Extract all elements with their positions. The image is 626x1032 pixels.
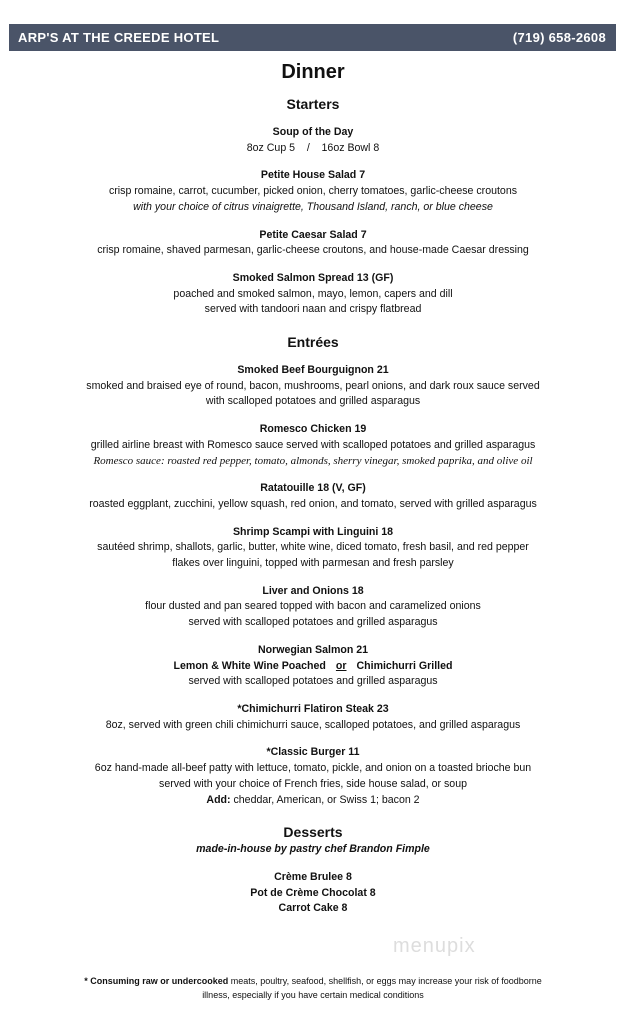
phone-number: (719) 658-2608 <box>512 30 606 45</box>
item-name: Romesco Chicken 19 <box>259 423 367 436</box>
item-description: 8oz, served with green chili chimichurri sauce, scalloped potatoes, and grilled asparagus <box>105 718 521 731</box>
restaurant-name: ARP'S AT THE CREEDE HOTEL <box>18 30 220 45</box>
item-name: Petite House Salad 7 <box>260 169 366 182</box>
menu-item <box>0 702 626 733</box>
item-name: Smoked Salmon Spread 13 (GF) <box>232 271 394 284</box>
item-name: Shrimp Scampi with Linguini 18 <box>232 525 394 538</box>
menu-item <box>0 228 626 259</box>
item-description: served with tandoori naan and crispy flatbread <box>204 303 422 316</box>
menu-item <box>0 745 626 808</box>
item-note: Romesco sauce: roasted red pepper, tomato, almonds, sherry vinegar, smoked paprika, and olive oil <box>93 454 533 467</box>
item-description: 8oz Cup 5 / 16oz Bowl 8 <box>246 141 380 154</box>
menu-item <box>0 363 626 410</box>
section-heading-entrees: Entrées <box>287 334 339 351</box>
menu-item <box>0 643 626 690</box>
item-description: served with scalloped potatoes and grilled asparagus <box>188 616 438 629</box>
menu-item <box>0 584 626 631</box>
item-name: Soup of the Day <box>272 126 354 138</box>
menu-item <box>0 525 626 572</box>
item-description: sautéed shrimp, shallots, garlic, butter, white wine, diced tomato, fresh basil, and red pepper <box>97 541 529 554</box>
dessert-item: Crème Brulee 8 <box>274 870 352 883</box>
footnote-text: meats, poultry, seafood, shellfish, or eggs may increase your risk of foodborne <box>228 976 542 986</box>
item-name: *Classic Burger 11 <box>266 746 360 759</box>
item-addons <box>0 793 626 809</box>
item-name: *Chimichurri Flatiron Steak 23 <box>237 702 389 715</box>
add-text: cheddar, American, or Swiss 1; bacon 2 <box>230 793 420 806</box>
item-description: flakes over linguini, topped with parmesan and fresh parsley <box>172 557 454 570</box>
menu-item <box>0 481 626 512</box>
option-or: or <box>335 659 347 672</box>
item-name: Petite Caesar Salad 7 <box>259 228 367 241</box>
item-name: Ratatouille 18 (V, GF) <box>260 482 366 495</box>
item-description: served with scalloped potatoes and grilled asparagus <box>188 675 438 688</box>
watermark: menupix <box>393 935 476 957</box>
header-bar <box>9 24 616 51</box>
page-title: Dinner <box>281 61 345 83</box>
item-description: flour dusted and pan seared topped with bacon and caramelized onions <box>145 600 481 613</box>
item-description: with scalloped potatoes and grilled asparagus <box>205 395 421 408</box>
item-description: 6oz hand-made all-beef patty with lettuce, tomato, pickle, and onion on a toasted brioche bun <box>94 762 532 775</box>
menu-item <box>0 422 626 469</box>
item-description: poached and smoked salmon, mayo, lemon, capers and dill <box>173 287 453 300</box>
item-name: Smoked Beef Bourguignon 21 <box>237 364 389 377</box>
dessert-item: Carrot Cake 8 <box>278 902 348 915</box>
section-heading-starters: Starters <box>286 96 340 112</box>
item-name: Liver and Onions 18 <box>262 584 364 597</box>
desserts-subtitle: made-in-house by pastry chef Brandon Fimple <box>196 843 430 856</box>
item-description: crisp romaine, shaved parmesan, garlic-cheese croutons, and house-made Caesar dressing <box>97 244 529 257</box>
footnote-line2: illness, especially if you have certain medical conditions <box>202 990 424 1000</box>
item-options <box>0 659 626 675</box>
option-grilled: Chimichurri Grilled <box>356 659 453 672</box>
item-description: grilled airline breast with Romesco sauce served with scalloped potatoes and grilled asparagus <box>90 438 536 451</box>
add-label: Add: <box>206 793 231 806</box>
option-poached: Lemon & White Wine Poached <box>173 659 326 672</box>
dessert-item: Pot de Crème Chocolat 8 <box>250 886 376 899</box>
footnote <box>0 974 626 1002</box>
footnote-bold: * Consuming raw or undercooked <box>84 976 229 986</box>
item-description: smoked and braised eye of round, bacon, mushrooms, pearl onions, and dark roux sauce served <box>86 379 540 392</box>
menu-item <box>0 271 626 318</box>
menu <box>0 59 626 917</box>
section-heading-desserts: Desserts <box>283 824 343 841</box>
item-description: roasted eggplant, zucchini, yellow squash, red onion, and tomato, served with grilled asparagus <box>89 497 537 510</box>
item-description: served with your choice of French fries, side house salad, or soup <box>159 777 467 790</box>
item-note: with your choice of citrus vinaigrette, Thousand Island, ranch, or blue cheese <box>133 200 493 213</box>
menu-item <box>0 125 626 156</box>
item-description: crisp romaine, carrot, cucumber, picked onion, cherry tomatoes, garlic-cheese croutons <box>108 185 518 198</box>
item-name: Norwegian Salmon 21 <box>257 643 369 656</box>
menu-item <box>0 168 626 215</box>
